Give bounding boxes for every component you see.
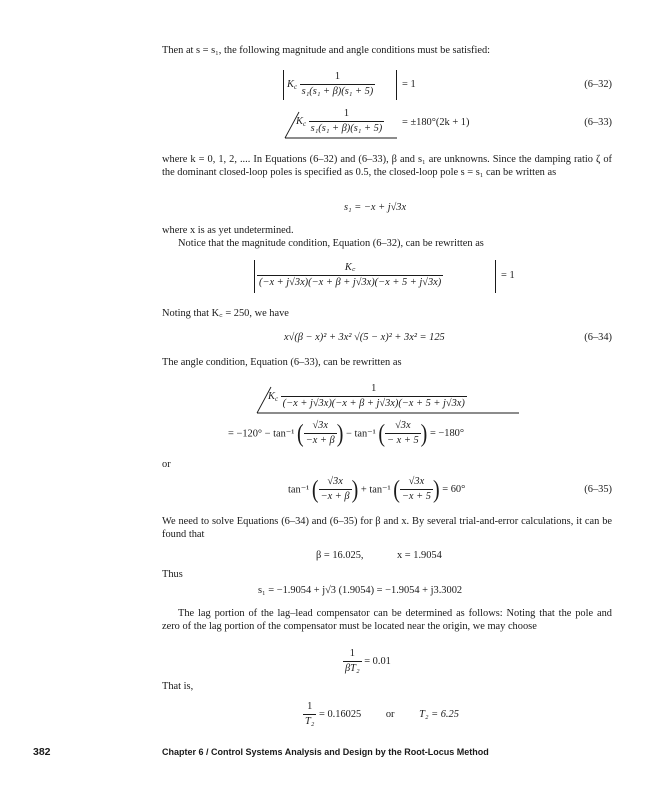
eq-6-35-label: (6–35) <box>584 484 612 495</box>
running-footer: Chapter 6 / Control Systems Analysis and Design by the Root-Locus Method <box>162 747 489 757</box>
eq-t2: $\frac{1}{\text{T₂}}$ = 0.16025 or T₂ = 6.25 <box>305 701 459 727</box>
abs-bar-left-2 <box>254 260 255 293</box>
page-number: 382 <box>33 746 51 758</box>
paragraph-that-is: That is, <box>162 681 194 692</box>
eq-6-34-body: x√(β − x)² + 3x² √(5 − x)² + 3x² = 125 <box>284 332 445 343</box>
eq-6-32-fraction: $\frac{1}{\text{s₁(s₁ + β)(s₁ + 5)}}$ <box>301 71 374 97</box>
eq-6-35-body: tan⁻¹ ( $\frac{√3x}{-x + \beta}$ ) + tan⁻¹ ( $\frac{√3x}{-x + 5}$ ) = 60° <box>288 475 466 504</box>
paragraph-solve: We need to solve Equations (6–34) and (6–35) for β and x. By several trial-and-error calculations, it can be found that <box>162 516 612 541</box>
paragraph-or: or <box>162 459 171 470</box>
paragraph-thus: Thus <box>162 569 183 580</box>
eq-beta-t2: $\frac{1}{\text{βT₂}}$ = 0.01 <box>345 648 391 674</box>
paragraph-undetermined: where x is as yet undetermined. <box>162 225 294 236</box>
eq-angle-body: $K_c$ $\frac{1}{(-x + j√3x)(-x + \beta + j√3x)(-x + 5 + j√3x)}$ <box>268 383 465 409</box>
eq-6-32-body: $K_c$ $\frac{1}{\text{s₁(s₁ + β)(s₁ + 5)}}$ <box>287 71 374 97</box>
eq-6-33-label: (6–33) <box>584 117 612 128</box>
abs-bar-right-2 <box>495 260 496 293</box>
paragraph-lag-portion: The lag portion of the lag–lead compensator can be determined as follows: Noting that the pole and zero of the lag portion of the compensator must be located near the origin, we may choose <box>162 608 612 633</box>
paragraph-angle-rewrite: The angle condition, Equation (6–33), can be rewritten as <box>162 357 402 368</box>
eq-6-33-rhs: = ±180°(2k + 1) <box>402 117 470 128</box>
paragraph-kc-250: Noting that K꜀ = 250, we have <box>162 308 289 319</box>
paragraph-magnitude-rewrite: Notice that the magnitude condition, Equation (6–32), can be rewritten as <box>178 238 484 249</box>
eq-6-32-rhs: = 1 <box>402 79 416 90</box>
eq-6-34-label: (6–34) <box>584 332 612 343</box>
eq-x-value: x = 1.9054 <box>397 550 442 561</box>
abs-bar-left <box>283 70 284 100</box>
abs-bar-right <box>396 70 397 100</box>
eq-s1-value: s₁ = −1.9054 + j√3 (1.9054) = −1.9054 + j3.3002 <box>258 585 463 596</box>
eq-angle-line2: = −120° − tan⁻¹ ( $\frac{√3x}{-x + \beta}$ ) − tan⁻¹ ( $\frac{√3x}{- x + 5}$ ) = −180° <box>228 419 465 448</box>
eq-s1-definition: s₁ = −x + j√3x <box>344 202 407 213</box>
eq-6-33-fraction: $\frac{1}{\text{s₁(s₁ + β)(s₁ + 5)}}$ <box>310 108 383 134</box>
eq-mag-fraction-wrap: $\frac{K꜀}{(-x + j√3x)(-x + \beta + j√3x)(-x + 5 + j√3x)}$ <box>259 262 442 288</box>
eq-beta-value: β = 16.025, <box>316 550 364 561</box>
eq-mag-rhs: = 1 <box>501 270 515 281</box>
paragraph-unknowns: where k = 0, 1, 2, .... In Equations (6–32) and (6–33), β and s₁ are unknowns. Since the damping ratio ζ of the dominant closed-loop poles is specified as 0.5, the closed-loop pole s = s₁ can be written as <box>162 154 612 179</box>
paragraph-intro: Then at s = s₁, the following magnitude and angle conditions must be satisfied: <box>162 45 491 56</box>
eq-6-32-label: (6–32) <box>584 79 612 90</box>
eq-6-33-body: $K_c$ $\frac{1}{\text{s₁(s₁ + β)(s₁ + 5)}}$ <box>296 108 383 134</box>
